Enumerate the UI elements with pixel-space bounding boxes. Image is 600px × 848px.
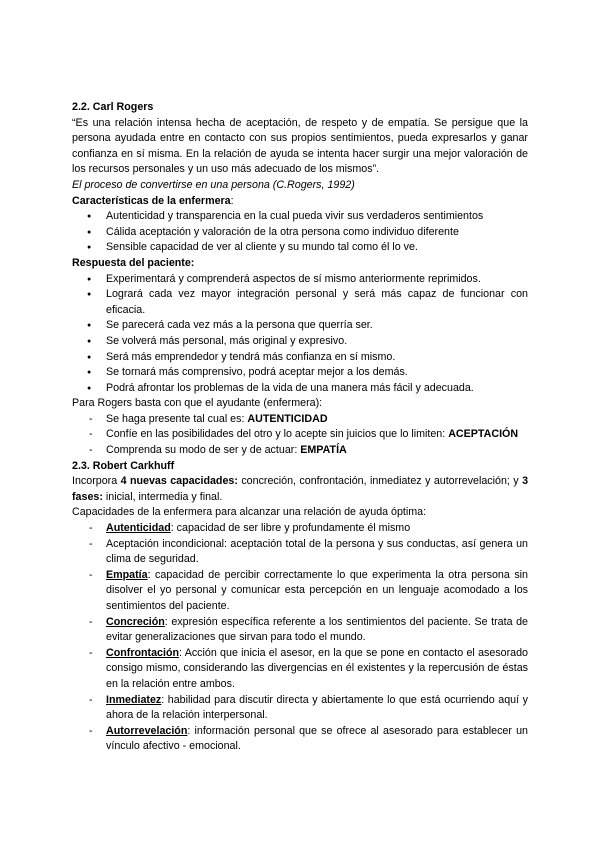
list-item: ● Será más emprendedor y tendrá más confianza en sí mismo. [72,350,528,366]
rogers-citation: El proceso de convertirse en una persona (C.Rogers, 1992) [72,178,355,191]
list-item: - Comprenda su modo de ser y de actuar: EMPATÍA [72,443,528,459]
list-item: ● Se tornará más comprensivo, podrá aceptar mejor a los demás. [72,365,528,381]
list-item: - Confíe en las posibilidades del otro y lo acepte sin juicios que lo limiten: ACEPTACIÓN [72,427,528,443]
list-item: - Concreción: expresión específica referente a los sentimientos del paciente. Se trata de evitar generalizaciones que sirvan para todo el mundo. [72,615,528,646]
list-item: ● Se parecerá cada vez más a la persona que querría ser. [72,318,528,334]
list-item: - Empatía: capacidad de percibir correctamente lo que experimenta la otra persona sin disolver el yo personal y comunicar esta percepción en un lenguaje acomodado a los sentimientos del paciente. [72,568,528,615]
list-item: - Inmediatez: habilidad para discutir directa y abiertamente lo que está ocurriendo aquí y ahora de la relación interpersonal. [72,693,528,724]
list-item: ● Sensible capacidad de ver al cliente y su mundo tal como él lo ve. [72,240,528,256]
capabilities-intro: Capacidades de la enfermera para alcanzar una relación de ayuda óptima: [72,506,427,519]
list-item: ● Autenticidad y transparencia en la cual pueda vivir sus verdaderos sentimientos [72,209,528,225]
patient-response-list [72,272,528,397]
list-item: ● Podrá afrontar los problemas de la vida de una manera más fácil y adecuada. [72,381,528,397]
list-item: ● Se volverá más personal, más original y expresivo. [72,334,528,350]
list-item: ● Logrará cada vez mayor integración personal y será más capaz de funcionar con eficacia. [72,287,528,318]
list-item: ● Experimentará y comprenderá aspectos de sí mismo anteriormente reprimidos. [72,272,528,288]
capabilities-list [72,521,528,755]
section-heading-carl-rogers: 2.2. Carl Rogers [72,101,154,113]
nurse-characteristics-list [72,209,528,256]
list-item: - Autorrevelación: información personal que se ofrece al asesorado para establecer un vínculo afectivo - emocional. [72,724,528,755]
list-item: - Autenticidad: capacidad de ser libre y profundamente él mismo [72,521,528,537]
list-item: - Se haga presente tal cual es: AUTENTICIDAD [72,412,528,428]
document-page [72,100,528,755]
rogers-quote: “Es una relación intensa hecha de aceptación, de respeto y de empatía. Se persigue que la persona ayudada entre en contacto con sus propios sentimientos, pueda expresarlos y ganar confianza en sí misma. En la relación de ayuda se intenta hacer surgir una mejor valoración de los recursos personales y un uso más adecuado de los mismos”. [72,116,528,176]
patient-response-heading: Respuesta del paciente: [72,256,195,269]
carkhuff-intro: Incorpora 4 nuevas capacidades: concreción, confrontación, inmediatez y autorrevelación; y 3 fases: inicial, intermedia y final. [72,475,529,503]
list-item: ● Cálida aceptación y valoración de la otra persona como individuo diferente [72,225,528,241]
rogers-requirements-list [72,412,528,459]
section-heading-robert-carkhuff: 2.3. Robert Carkhuff [72,459,175,472]
nurse-characteristics-heading: Características de la enfermera: [72,194,234,207]
rogers-intro: Para Rogers basta con que el ayudante (enfermera): [72,397,323,410]
list-item: - Aceptación incondicional: aceptación total de la persona y sus conductas, así genera un clima de seguridad. [72,537,528,568]
list-item: - Confrontación: Acción que inicia el asesor, en la que se pone en contacto el asesorado consigo mismo, considerando las divergencias en él existentes y la repercusión de éstas en la relación entre ambos. [72,646,528,693]
